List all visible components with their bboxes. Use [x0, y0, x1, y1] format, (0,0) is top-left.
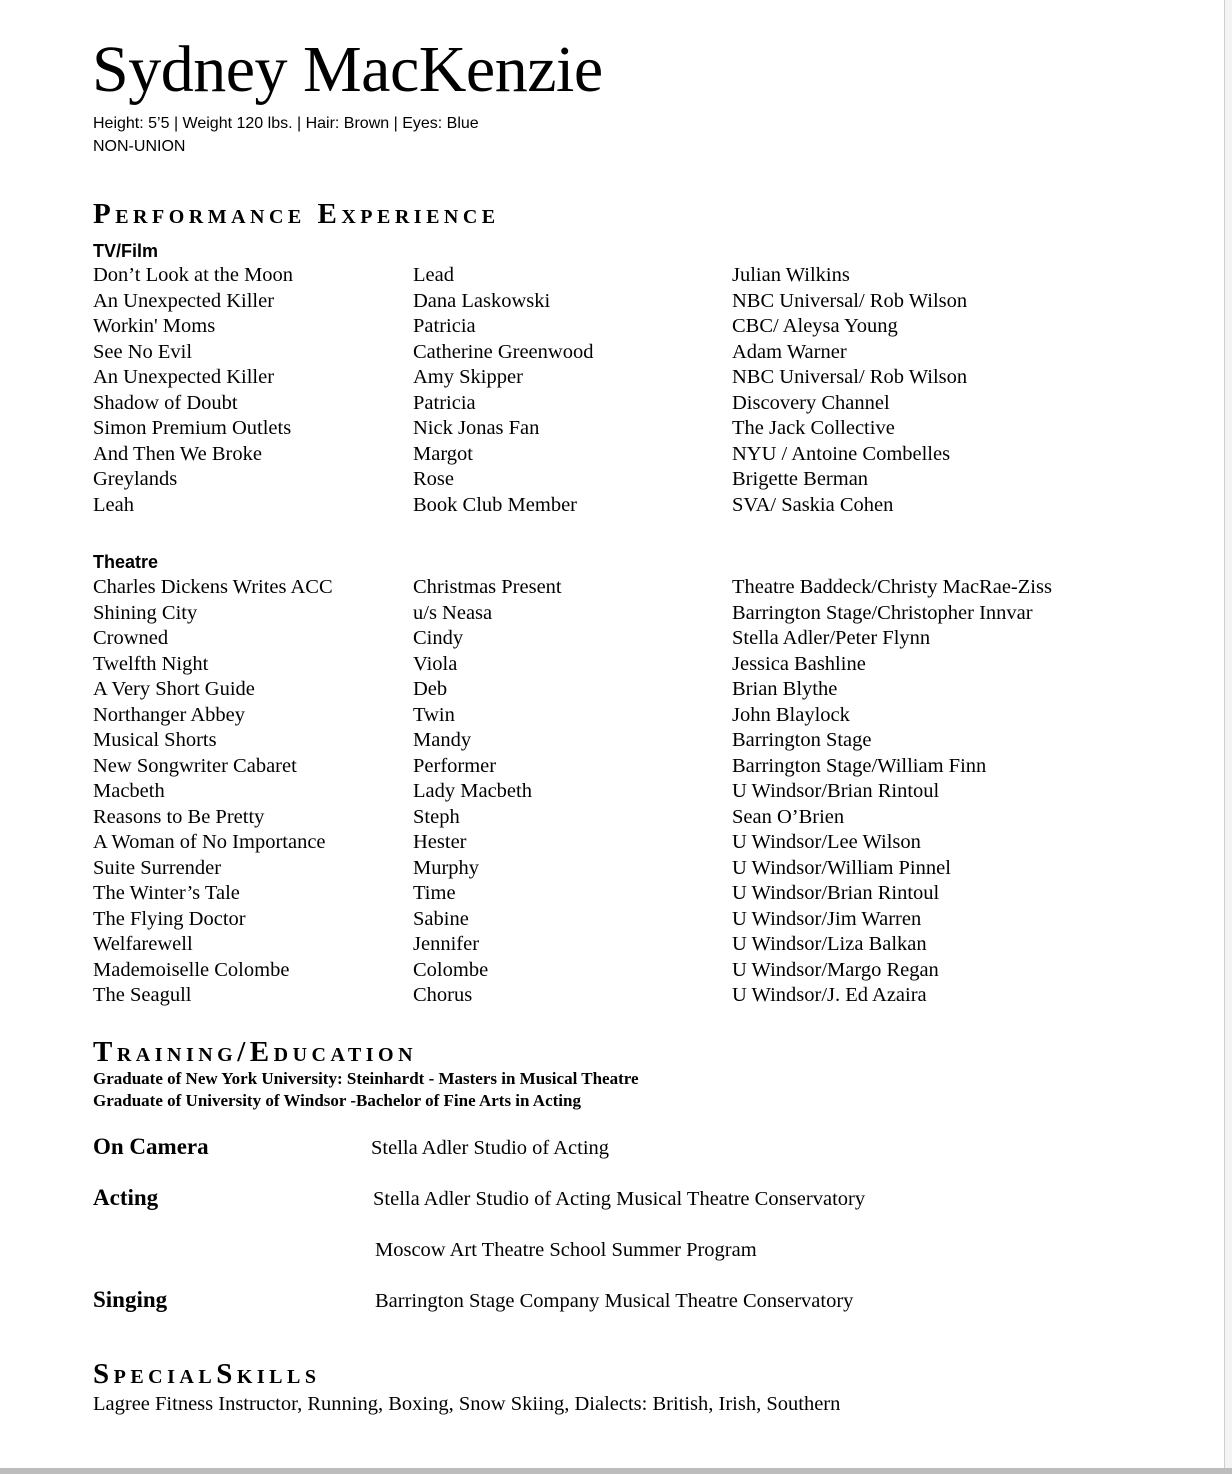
credit-title: Simon Premium Outlets	[93, 417, 292, 439]
credit-title: Northanger Abbey	[93, 703, 245, 726]
credit-row	[93, 626, 1213, 652]
credit-role: Margot	[413, 442, 473, 465]
credit-role: Patricia	[413, 391, 476, 414]
credit-row	[93, 601, 1213, 627]
degree-item: Graduate of New York University: Steinhardt - Masters in Musical Theatre	[93, 1069, 639, 1088]
credit-row	[93, 467, 1213, 493]
credit-title: See No Evil	[93, 340, 193, 363]
training-section-title: Training/Education	[93, 1036, 418, 1068]
credit-role: u/s Neasa	[413, 601, 493, 624]
credit-title: Suite Surrender	[93, 856, 222, 879]
credit-row	[93, 779, 1213, 805]
performance-section-title: Performance Experience	[93, 198, 500, 230]
credit-row	[93, 314, 1213, 340]
credit-director: NBC Universal/ Rob Wilson	[732, 366, 968, 388]
credit-role: Christmas Present	[413, 576, 562, 598]
credit-row	[93, 983, 1213, 1009]
credit-row	[93, 493, 1213, 519]
credit-row	[93, 958, 1213, 984]
credit-director: Discovery Channel	[732, 391, 890, 414]
theatre-credits	[93, 575, 1213, 1009]
credit-director: U Windsor/Liza Balkan	[732, 933, 927, 955]
credit-title: Macbeth	[93, 780, 165, 802]
credit-director: Julian Wilkins	[732, 264, 850, 286]
credit-role: Mandy	[413, 729, 472, 751]
credit-role: Chorus	[413, 984, 473, 1006]
credit-row	[93, 263, 1213, 289]
skills-section-title: SpecialSkills	[93, 1358, 321, 1390]
credit-row	[93, 365, 1213, 391]
physical-stats: Height: 5’5 | Weight 120 lbs. | Hair: Brown | Eyes: Blue	[93, 115, 479, 132]
credit-director: U Windsor/J. Ed Azaira	[732, 984, 927, 1006]
credit-role: Patricia	[413, 315, 476, 337]
on-camera-label: On Camera	[93, 1134, 209, 1159]
degree-item: Graduate of University of Windsor -Bachelor of Fine Arts in Acting	[93, 1090, 581, 1110]
actor-name: Sydney MacKenzie	[92, 33, 603, 106]
credit-title: Shining City	[93, 601, 198, 624]
theatre-heading: Theatre	[93, 552, 159, 572]
viewer-bottom-edge	[0, 1468, 1232, 1474]
credit-row	[93, 805, 1213, 831]
credit-director: The Jack Collective	[732, 417, 895, 439]
credit-title: Shadow of Doubt	[93, 391, 238, 414]
credit-director: Jessica Bashline	[732, 652, 866, 675]
credit-title: The Winter’s Tale	[93, 882, 240, 904]
credit-role: Performer	[413, 754, 497, 777]
credit-director: Adam Warner	[732, 340, 847, 363]
actor-stats	[93, 112, 479, 158]
credit-row	[93, 575, 1213, 601]
credit-role: Sabine	[413, 907, 469, 930]
credit-row	[93, 856, 1213, 882]
viewer-edge	[1225, 0, 1232, 1474]
tvfilm-heading: TV/Film	[93, 241, 159, 261]
credit-director: U Windsor/Brian Rintoul	[732, 780, 940, 802]
credit-row	[93, 728, 1213, 754]
credit-director: Brian Blythe	[732, 678, 838, 700]
union-status: NON-UNION	[93, 138, 186, 155]
credit-title: Charles Dickens Writes ACC	[93, 576, 333, 598]
credit-role: Twin	[413, 703, 455, 726]
credit-row	[93, 703, 1213, 729]
credit-director: U Windsor/Lee Wilson	[732, 831, 921, 853]
credit-role: Deb	[413, 678, 448, 700]
credit-title: Musical Shorts	[93, 729, 217, 751]
credit-title: An Unexpected Killer	[93, 289, 275, 312]
credit-director: U Windsor/Margo Regan	[732, 958, 939, 981]
credit-row	[93, 391, 1213, 417]
credit-director: U Windsor/William Pinnel	[732, 856, 951, 879]
credit-row	[93, 652, 1213, 678]
credit-row	[93, 754, 1213, 780]
acting-label: Acting	[93, 1185, 159, 1210]
credit-director: NYU / Antoine Combelles	[732, 442, 951, 465]
credit-director: Barrington Stage/Christopher Innvar	[732, 601, 1033, 624]
credit-row	[93, 289, 1213, 315]
acting-value-secondary: Moscow Art Theatre School Summer Program	[375, 1239, 757, 1261]
credit-role: Steph	[413, 805, 460, 828]
singing-value: Barrington Stage Company Musical Theatre Conservatory	[375, 1290, 854, 1312]
credit-row	[93, 881, 1213, 907]
credit-row	[93, 340, 1213, 366]
credit-title: The Seagull	[93, 984, 192, 1006]
credit-role: Rose	[413, 468, 454, 490]
credit-role: Murphy	[413, 856, 480, 879]
credit-role: Jennifer	[413, 933, 480, 955]
credit-title: A Woman of No Importance	[93, 831, 326, 853]
credit-director: John Blaylock	[732, 703, 850, 726]
credit-row	[93, 416, 1213, 442]
credit-row	[93, 932, 1213, 958]
credit-role: Lead	[413, 264, 454, 286]
credit-role: Lady Macbeth	[413, 780, 532, 802]
credit-role: Dana Laskowski	[413, 289, 551, 312]
credit-director: U Windsor/Jim Warren	[732, 907, 922, 930]
credit-title: Workin' Moms	[93, 315, 216, 337]
credit-role: Amy Skipper	[413, 366, 523, 388]
credit-title: An Unexpected Killer	[93, 366, 275, 388]
singing-label: Singing	[93, 1287, 168, 1312]
credit-director: NBC Universal/ Rob Wilson	[732, 289, 968, 312]
credit-title: Mademoiselle Colombe	[93, 958, 290, 981]
on-camera-value: Stella Adler Studio of Acting	[371, 1137, 610, 1159]
credit-title: Leah	[93, 493, 134, 516]
credit-director: Theatre Baddeck/Christy MacRae-Ziss	[732, 576, 1052, 598]
credit-director: SVA/ Saskia Cohen	[732, 493, 894, 516]
credit-row	[93, 830, 1213, 856]
credit-director: Stella Adler/Peter Flynn	[732, 627, 931, 649]
credit-title: Twelfth Night	[93, 652, 209, 675]
credit-role: Cindy	[413, 627, 464, 649]
credit-role: Catherine Greenwood	[413, 340, 594, 363]
credit-title: Don’t Look at the Moon	[93, 264, 294, 286]
credit-director: CBC/ Aleysa Young	[732, 315, 898, 337]
credit-title: And Then We Broke	[93, 442, 262, 465]
credit-row	[93, 442, 1213, 468]
credit-role: Time	[413, 882, 456, 904]
credit-director: U Windsor/Brian Rintoul	[732, 882, 940, 904]
credit-title: Greylands	[93, 468, 178, 490]
credit-row	[93, 907, 1213, 933]
credit-director: Brigette Berman	[732, 468, 869, 490]
credit-role: Colombe	[413, 958, 489, 981]
credit-role: Viola	[413, 652, 458, 675]
credit-row	[93, 677, 1213, 703]
acting-value: Stella Adler Studio of Acting Musical Theatre Conservatory	[373, 1188, 866, 1210]
credit-title: A Very Short Guide	[93, 678, 255, 700]
credit-director: Sean O’Brien	[732, 805, 845, 828]
credit-role: Book Club Member	[413, 493, 577, 516]
credit-role: Hester	[413, 831, 467, 853]
credit-title: Reasons to Be Pretty	[93, 805, 265, 828]
credit-title: The Flying Doctor	[93, 907, 246, 930]
credit-director: Barrington Stage	[732, 729, 872, 751]
degree-list	[93, 1068, 639, 1111]
credit-title: New Songwriter Cabaret	[93, 754, 297, 777]
skills-list: Lagree Fitness Instructor, Running, Boxing, Snow Skiing, Dialects: British, Irish, Southern	[93, 1393, 841, 1415]
credit-title: Crowned	[93, 627, 169, 649]
tvfilm-credits	[93, 263, 1213, 518]
credit-role: Nick Jonas Fan	[413, 417, 540, 439]
credit-title: Welfarewell	[93, 933, 193, 955]
credit-director: Barrington Stage/William Finn	[732, 754, 987, 777]
